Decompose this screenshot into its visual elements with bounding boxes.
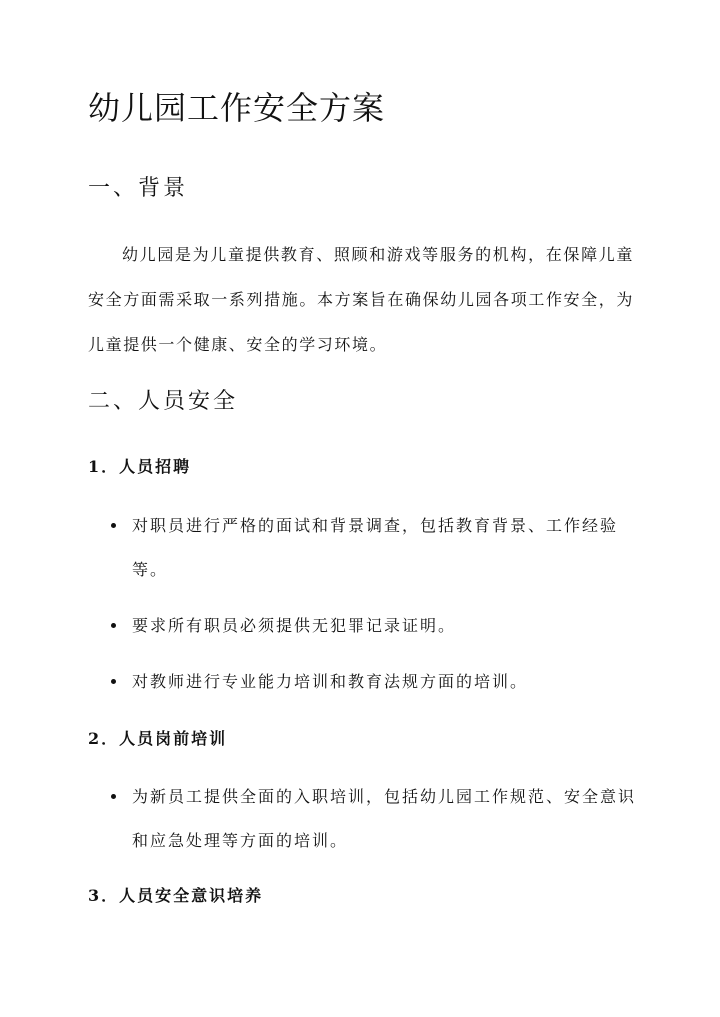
list-item	[108, 775, 652, 863]
bullet-icon	[111, 623, 116, 628]
list-item	[108, 604, 652, 648]
subsection-heading-pre-job-training: 2．人员岗前培训	[88, 729, 228, 748]
list-item-text: 为新员工提供全面的入职培训，包括幼儿园工作规范、安全意识和应急处理等方面的培训。	[132, 787, 637, 850]
document-title: 幼儿园工作安全方案	[88, 89, 386, 127]
list-item	[108, 660, 652, 704]
list-item	[108, 504, 652, 592]
section-heading-background: 一、背景	[88, 176, 189, 201]
subsection-heading-safety-awareness: 3．人员安全意识培养	[88, 886, 264, 905]
bullet-icon	[111, 794, 116, 799]
section-heading-personnel-safety: 二、人员安全	[88, 389, 239, 414]
background-paragraph: 幼儿园是为儿童提供教育、照顾和游戏等服务的机构，在保障儿童安全方面需采取一系列措施。本方案旨在确保幼儿园各项工作安全，为儿童提供一个健康、安全的学习环境。	[88, 245, 634, 354]
list-item-text: 对职员进行严格的面试和背景调查，包括教育背景、工作经验等。	[132, 516, 619, 579]
list-item-text: 对教师进行专业能力培训和教育法规方面的培训。	[132, 672, 529, 691]
list-item-text: 要求所有职员必须提供无犯罪记录证明。	[132, 616, 457, 635]
bullet-icon	[111, 523, 116, 528]
bullet-icon	[111, 679, 116, 684]
subsection-heading-recruitment: 1．人员招聘	[88, 457, 192, 476]
